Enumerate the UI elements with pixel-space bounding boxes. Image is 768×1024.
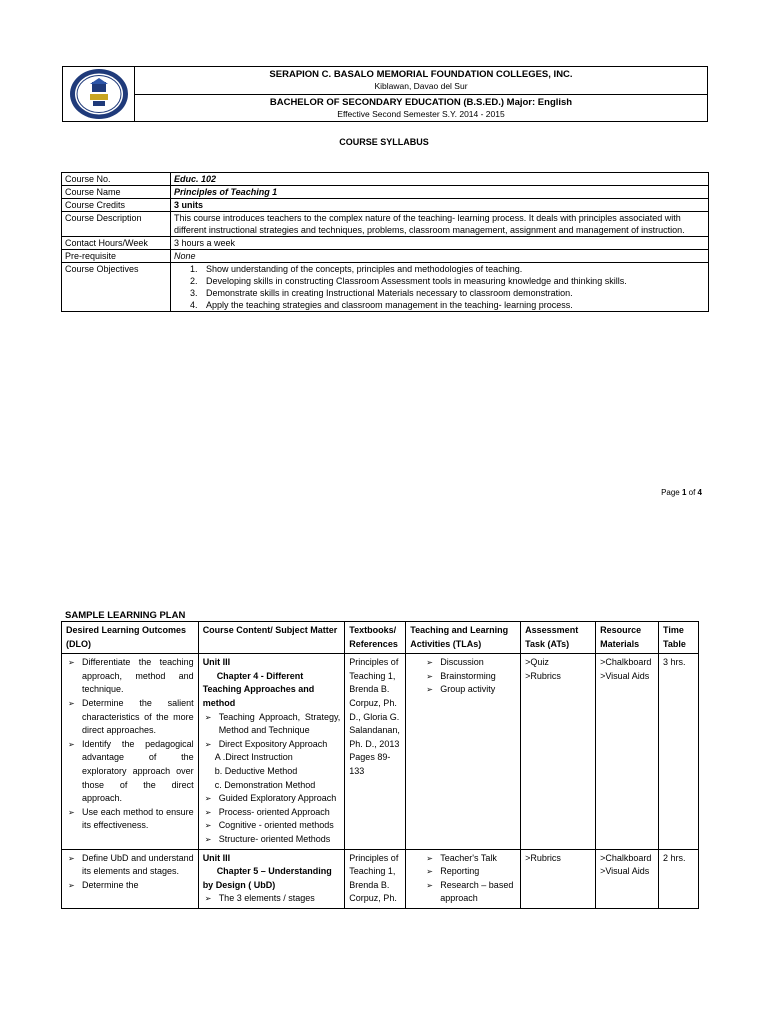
tlas-cell	[406, 849, 521, 908]
header-ats: Assessment Task (ATs)	[521, 622, 596, 654]
tla-item: ➢ Group activity	[424, 683, 516, 697]
objective-item: 4. Apply the teaching strategies and classroom management in the teaching- learning process.	[200, 299, 705, 311]
institution-name: SERAPION C. BASALO MEMORIAL FOUNDATION COLLEGES, INC.	[269, 69, 573, 80]
header-time: Time Table	[659, 622, 699, 654]
program-name: BACHELOR OF SECONDARY EDUCATION (B.S.ED.) Major: English	[269, 96, 573, 108]
tla-item: ➢ Research – based approach	[424, 879, 516, 906]
dlo-item: ➢ Determine the salient characteristics of the more direct approaches.	[66, 697, 194, 738]
ats-cell	[521, 654, 596, 849]
plan-row	[62, 654, 699, 849]
page-indicator	[661, 488, 702, 497]
dlo-cell	[62, 654, 199, 849]
page-mid: of	[686, 488, 698, 497]
course-label: Course Description	[62, 212, 171, 237]
content-cell	[198, 654, 345, 849]
document-header	[62, 66, 708, 122]
references-cell: Principles of Teaching 1, Brenda B. Corpuz, Ph. D., Gloria G. Salandanan, Ph. D., 2013 Pages 89-133	[345, 654, 406, 849]
at-item: >Rubrics	[525, 670, 561, 681]
course-label: Course Name	[62, 186, 171, 199]
header-dlo: Desired Learning Outcomes (DLO)	[62, 622, 199, 654]
institution-location: Kiblawan, Davao del Sur	[374, 81, 468, 91]
course-label: Course No.	[62, 173, 171, 186]
tla-item: ➢ Brainstorming	[424, 670, 516, 684]
resource-item: >Chalkboard	[600, 657, 652, 668]
dlo-cell	[62, 849, 199, 908]
plan-header-row	[62, 622, 699, 654]
content-cell	[198, 849, 345, 908]
dlo-item: ➢ Identify the pedagogical advantage of the exploratory approach over those of the direct approach.	[66, 738, 194, 806]
syllabus-title: COURSE SYLLABUS	[339, 137, 429, 147]
topic-item: ➢ Cognitive - oriented methods	[203, 819, 341, 833]
course-value: 3 hours a week	[171, 237, 709, 250]
resources-cell	[596, 849, 659, 908]
learning-plan-table	[61, 621, 699, 909]
at-item: >Rubrics	[525, 852, 561, 863]
references-cell: Principles of Teaching 1, Brenda B. Corpuz, Ph.	[345, 849, 406, 908]
header-references: Textbooks/ References	[345, 622, 406, 654]
course-value: 3 units	[171, 199, 709, 212]
course-row-objectives	[62, 263, 709, 312]
ats-cell	[521, 849, 596, 908]
subtopic-item: b. Deductive Method	[214, 765, 298, 776]
tla-item: ➢ Reporting	[424, 865, 516, 879]
college-seal-logo	[68, 68, 130, 120]
course-label: Course Objectives	[62, 263, 171, 312]
topic-item: ➢ Teaching Approach, Strategy, Method and Technique	[203, 711, 341, 738]
resource-item: >Visual Aids	[600, 670, 650, 681]
course-row-contact-hours	[62, 237, 709, 250]
course-label: Course Credits	[62, 199, 171, 212]
course-value	[171, 263, 709, 312]
course-row-description	[62, 212, 709, 237]
course-row-number	[62, 173, 709, 186]
course-label: Contact Hours/Week	[62, 237, 171, 250]
objective-item: 2. Developing skills in constructing Classroom Assessment tools in measuring knowledge and thinking skills.	[200, 275, 705, 287]
chapter-title: Chapter 4 - Different Teaching Approaches and method	[202, 670, 315, 708]
topic-item: ➢ The 3 elements / stages	[203, 892, 341, 906]
objective-item: 1. Show understanding of the concepts, principles and methodologies of teaching.	[200, 263, 705, 275]
subtopic-item: c. Demonstration Method	[214, 779, 316, 790]
chapter-title: Chapter 5 – Understanding by Design ( UbD)	[202, 866, 332, 890]
objective-item: 3. Demonstrate skills in creating Instructional Materials necessary to classroom demonstration.	[200, 287, 705, 299]
topic-item: ➢ Process- oriented Approach	[203, 806, 341, 820]
topic-item: ➢ Structure- oriented Methods	[203, 833, 341, 847]
time-cell: 2 hrs.	[659, 849, 699, 908]
course-value: None	[171, 250, 709, 263]
at-item: >Quiz	[525, 657, 549, 668]
course-value: Principles of Teaching 1	[171, 186, 709, 199]
unit-label: Unit III	[202, 657, 231, 668]
objectives-list	[174, 263, 705, 311]
tla-item: ➢ Discussion	[424, 656, 516, 670]
header-content: Course Content/ Subject Matter	[198, 622, 345, 654]
resource-item: >Visual Aids	[600, 866, 650, 877]
plan-title: SAMPLE LEARNING PLAN	[65, 610, 186, 621]
header-resources: Resource Materials	[596, 622, 659, 654]
unit-label: Unit III	[202, 852, 231, 863]
tla-item: ➢ Teacher's Talk	[424, 852, 516, 866]
course-label: Pre-requisite	[62, 250, 171, 263]
page-total: 4	[697, 488, 702, 497]
course-row-credits	[62, 199, 709, 212]
topic-item	[203, 738, 341, 792]
dlo-item: ➢ Differentiate the teaching approach, method and technique.	[66, 656, 194, 697]
time-cell: 3 hrs.	[659, 654, 699, 849]
course-row-prerequisite	[62, 250, 709, 263]
dlo-item: ➢ Determine the	[66, 879, 194, 893]
resource-item: >Chalkboard	[600, 852, 652, 863]
logo-cell	[63, 67, 135, 121]
topic-text: Direct Expository Approach	[218, 738, 328, 749]
subtopic-item: A .Direct Instruction	[214, 752, 293, 763]
course-value: This course introduces teachers to the complex nature of the teaching- learning process. It deals with principles associated with different instructional strategies and techniques, problems, classroom management, assignment and management of instruction.	[171, 212, 709, 237]
course-info-table	[61, 172, 709, 312]
dlo-item: ➢ Define UbD and understand its elements and stages.	[66, 852, 194, 879]
effectivity-line: Effective Second Semester S.Y. 2014 - 2015	[337, 108, 505, 119]
page-prefix: Page	[661, 488, 682, 497]
plan-row	[62, 849, 699, 908]
course-row-name	[62, 186, 709, 199]
topic-item: ➢ Guided Exploratory Approach	[203, 792, 341, 806]
header-tlas: Teaching and Learning Activities (TLAs)	[406, 622, 521, 654]
course-value: Educ. 102	[171, 173, 709, 186]
resources-cell	[596, 654, 659, 849]
page-current: 1	[681, 488, 687, 497]
dlo-item: ➢ Use each method to ensure its effectiveness.	[66, 806, 194, 833]
tlas-cell	[406, 654, 521, 849]
